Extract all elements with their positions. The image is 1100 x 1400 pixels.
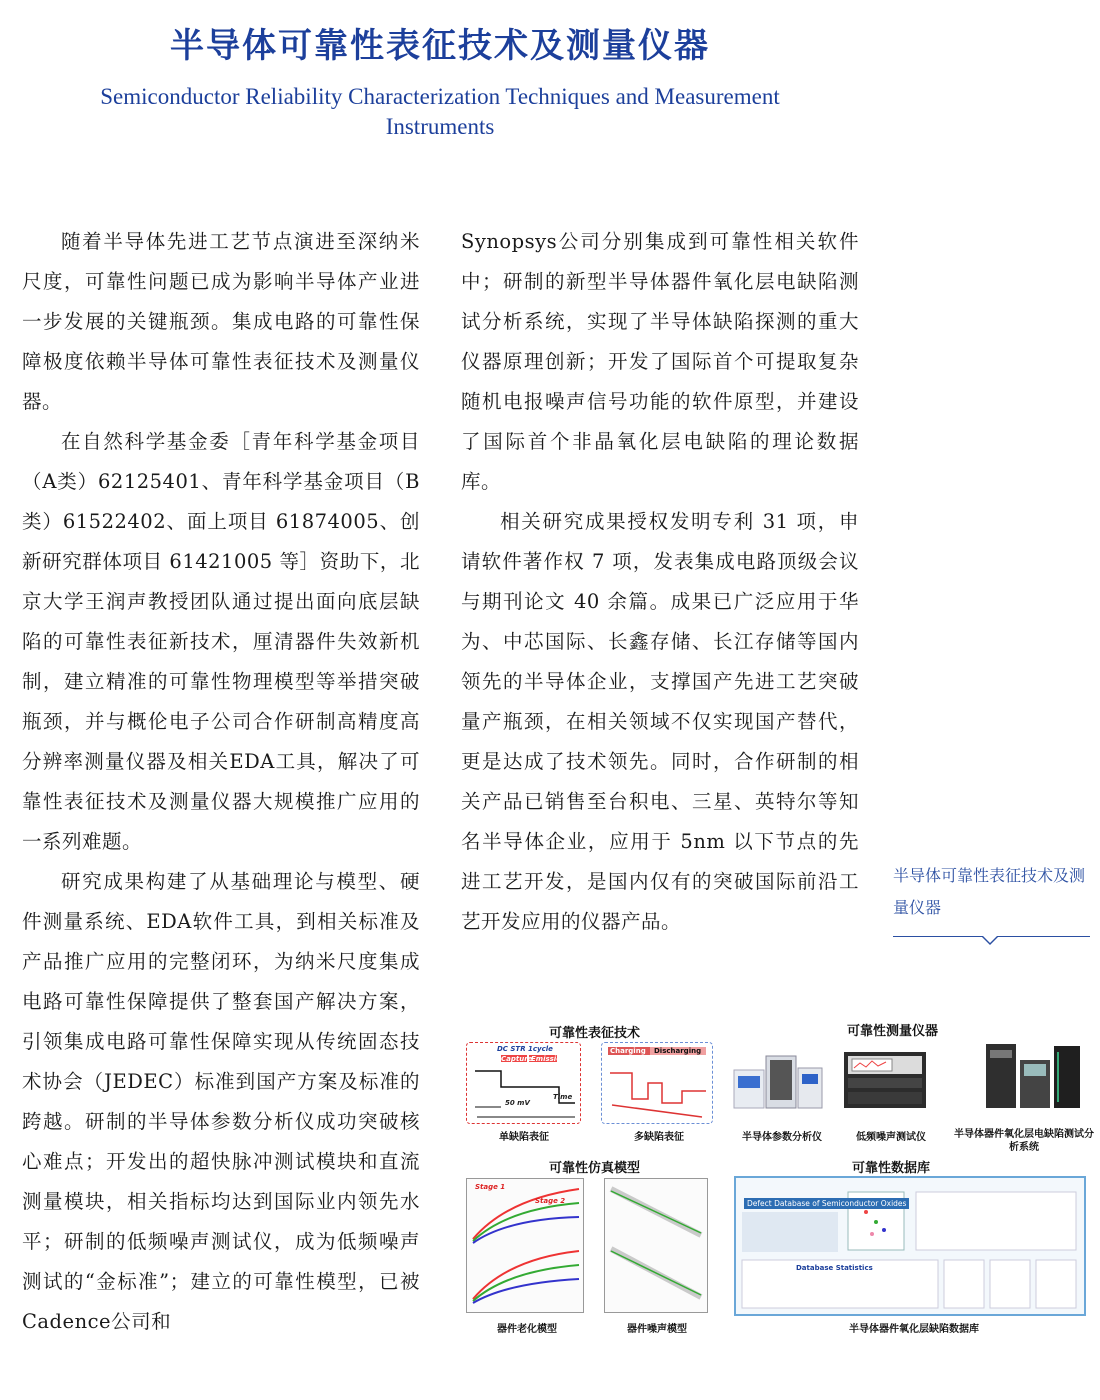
- oxide-system-icon: [984, 1040, 1082, 1110]
- title-en-line2: Instruments: [385, 114, 495, 139]
- param-analyzer-icon: [732, 1048, 824, 1110]
- noise-model-curves: [605, 1179, 707, 1312]
- noise-tester-caption: 低频噪声测试仪: [856, 1132, 926, 1143]
- paragraph-impact: 相关研究成果授权发明专利 31 项，申请软件著作权 7 项，发表集成电路顶级会议与期刊论文 40 余篇。成果已广泛应用于华为、中芯国际、长鑫存储、长江存储等国内领先的半导体企业，支撑国产先进工艺突破量产瓶颈，在相关领域不仅实现国产替代，更是达成了技术领先。同时，合作研制的相关产品已销售至台积电、三星、英特尔等知名半导体企业，应用于 5nm 以下节点的先进工艺开发，是国内仅有的突破国际前沿工艺开发应用的仪器产品。: [461, 510, 859, 933]
- emission-label: Emission: [531, 1055, 566, 1063]
- noise-model-plot: [604, 1178, 708, 1313]
- multi-defect-caption: 多缺陷表征: [634, 1132, 684, 1143]
- page-title-en: [40, 82, 840, 142]
- section-database-title: 可靠性数据库: [852, 1161, 931, 1176]
- noise-tester-image: [842, 1048, 928, 1110]
- charging-label: Charging: [610, 1047, 646, 1055]
- dc-str-label: DC STR 1cycle: [497, 1045, 553, 1053]
- section-instruments-title: 可靠性测量仪器: [847, 1024, 939, 1039]
- discharging-label: Discharging: [654, 1047, 702, 1055]
- db-title-label: Defect Database of Semiconductor Oxides: [744, 1198, 909, 1209]
- oxide-system-image: [984, 1040, 1082, 1110]
- research-figure: [464, 1010, 1094, 1340]
- paragraph-results: 研究成果构建了从基础理论与模型、硬件测量系统、EDA软件工具，到相关标准及产品推广应用的完整闭环，为纳米尺度集成电路可靠性保障提供了整套国产解决方案，引领集成电路可靠性保障实现从传统固态技术协会（JEDEC）标准到国产方案及标准的跨越。研制的半导体参数分析仪成功突破核心难点；开发出的超快脉冲测试模块和直流测量模块，相关指标均达到国际业内领先水平；研制的低频噪声测试仪，成为低频噪声测试的“金标准”；建立的可靠性模型，已被Cadence公司和: [22, 870, 420, 1333]
- capture-label: Capture: [501, 1055, 533, 1063]
- figure-side-caption: 半导体可靠性表征技术及测量仪器: [893, 866, 1086, 917]
- page-title-zh: 半导体可靠性表征技术及测量仪器: [170, 26, 710, 66]
- caret-down-icon: [981, 936, 999, 945]
- noise-tester-icon: [842, 1048, 928, 1110]
- oxide-system-caption: 半导体器件氧化层电缺陷测试分析系统: [954, 1129, 1094, 1153]
- stage1-label: Stage 1: [475, 1183, 506, 1191]
- section-characterization-title: 可靠性表征技术: [549, 1026, 641, 1041]
- mv50-label: 50 mV: [505, 1099, 530, 1107]
- single-defect-panel: [466, 1042, 581, 1124]
- article-left-column: [22, 222, 420, 1342]
- paragraph-intro: 随着半导体先进工艺节点演进至深纳米尺度，可靠性问题已成为影响半导体产业进一步发展的关键瓶颈。集成电路的可靠性保障极度依赖半导体可靠性表征技术及测量仪器。: [22, 230, 420, 413]
- paragraph-funding: 在自然科学基金委［青年科学基金项目（A类）62125401、青年科学基金项目（B类）61522402、面上项目 61874005、创新研究群体项目 61421005 等］资助下，北京大学王润声教授团队通过提出面向底层缺陷的可靠性表征新技术，厘清器件失效新机制，建立精准的可靠性物理模型等举措突破瓶颈，并与概伦电子公司合作研制高精度高分辨率测量仪器及相关EDA工具，解决了可靠性表征技术及测量仪器大规模推广应用的一系列难题。: [22, 430, 420, 853]
- param-analyzer-image: [732, 1048, 824, 1110]
- oxide-db-caption: 半导体器件氧化层缺陷数据库: [849, 1324, 979, 1335]
- article-right-column: [461, 222, 859, 942]
- paragraph-results-cont: Synopsys公司分别集成到可靠性相关软件中；研制的新型半导体器件氧化层电缺陷测试分析系统，实现了半导体缺陷探测的重大仪器原理创新；开发了国际首个可提取复杂随机电报噪声信号功能的软件原型，并建设了国际首个非晶氧化层电缺陷的理论数据库。: [461, 230, 859, 493]
- oxide-db-panel: [734, 1176, 1086, 1316]
- aging-model-caption: 器件老化模型: [497, 1324, 557, 1335]
- single-defect-caption: 单缺陷表征: [499, 1132, 549, 1143]
- param-analyzer-caption: 半导体参数分析仪: [742, 1132, 822, 1143]
- aging-model-plot: [466, 1178, 584, 1313]
- noise-model-caption: 器件噪声模型: [627, 1324, 687, 1335]
- stage2-label: Stage 2: [535, 1197, 566, 1205]
- aging-model-curves: [467, 1179, 583, 1312]
- title-en-line1: Semiconductor Reliability Characterization Techniques and Measurement: [100, 84, 780, 109]
- db-stats-label: Database Statistics: [796, 1264, 873, 1272]
- multi-defect-panel: [601, 1042, 713, 1124]
- time-label: Time: [553, 1093, 573, 1101]
- section-simulation-title: 可靠性仿真模型: [549, 1161, 641, 1176]
